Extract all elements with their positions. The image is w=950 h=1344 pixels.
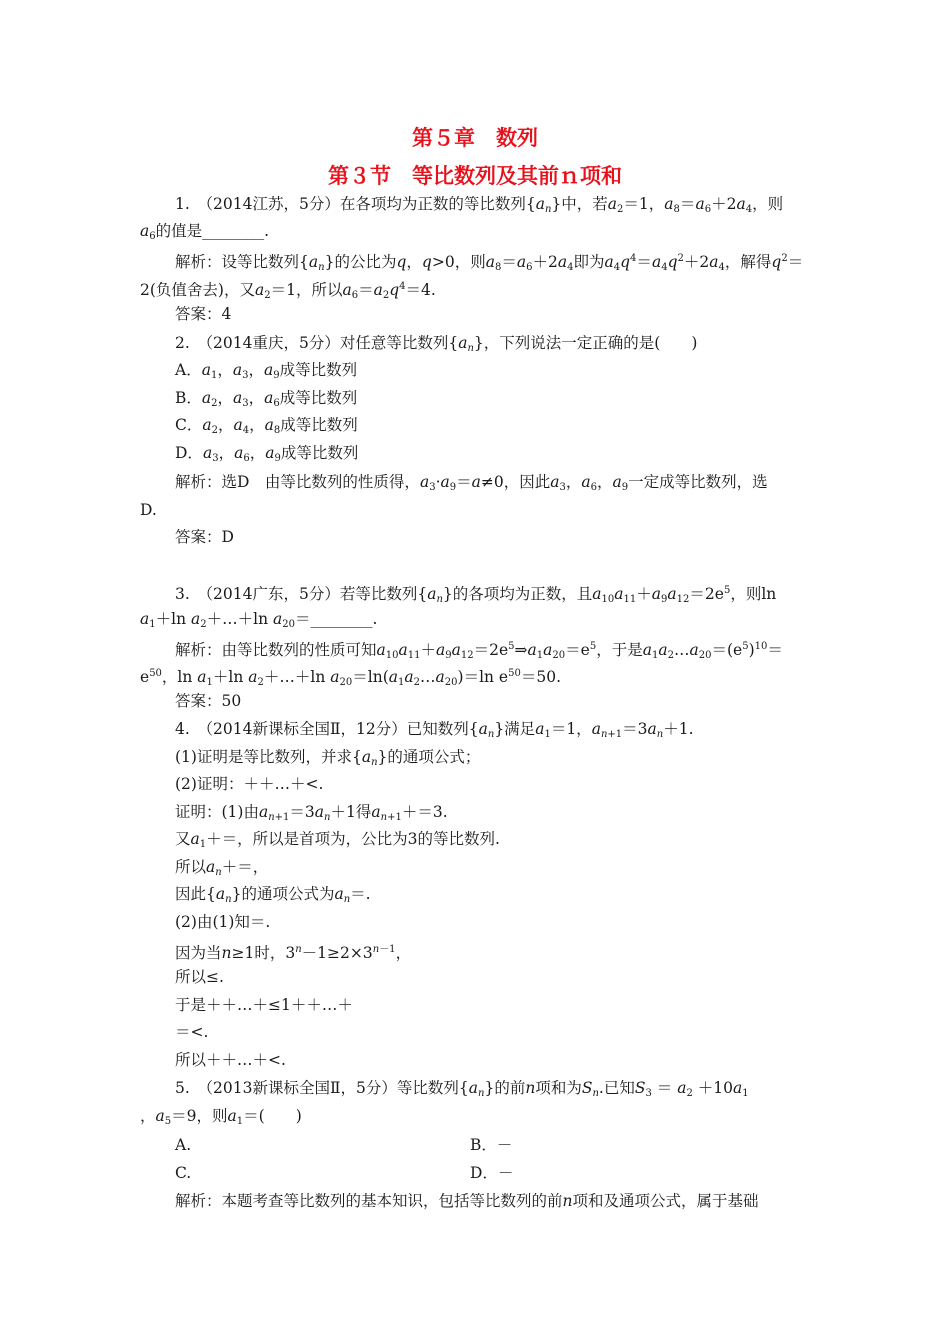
q4-part-1: (1)证明是等比数列，并求$\{a_n\}$的通项公式；	[175, 748, 481, 768]
q4-proof-6: 因为当n≥1时，$3^n-1\ge 2\times 3^{n-1}$，	[175, 944, 412, 962]
q5-stem-2: ，$a_5=9$，则$a_1=$( )	[140, 1107, 302, 1127]
q2-solution-2: D.	[140, 501, 157, 519]
q2-option-d: D．$a_3$，$a_6$，$a_9$成等比数列	[175, 444, 359, 464]
q4-part-2: (2)证明：＋＋…＋<.	[175, 775, 324, 793]
q3-stem-1: 3. （2014广东，5分）若等比数列$\{a_n\}$的各项均为正数，且$a_{10}a_{11}+a_9a_{12}=2e^5$，则ln	[175, 585, 777, 605]
q5-stem-1: 5. （2013新课标全国Ⅱ，5分）等比数列$\{a_n\}$的前n项和为$S_n$.已知$S_3 = a_2 +10a_1$	[175, 1079, 749, 1099]
q4-stem: 4. （2014新课标全国Ⅱ，12分）已知数列$\{a_n\}$满足$a_1=1$，$a_{n+1}=3a_n+1$.	[175, 720, 694, 740]
q4-proof-4: 因此$\{a_n\}$的通项公式为$a_n=$.	[175, 885, 371, 905]
q5-option-d: D．－	[470, 1164, 514, 1182]
q3-answer: 答案：50	[175, 692, 242, 710]
q4-proof-7: 所以≤.	[175, 968, 224, 986]
q1-line-2: $a_6$的值是________.	[140, 222, 270, 242]
q2-solution-1: 解析：选D 由等比数列的性质得，$a_3\cdot a_9=a\ne 0$，因此$a_3$，$a_6$，$a_9$一定成等比数列，选	[175, 473, 768, 493]
q3-solution-1: 解析：由等比数列的性质可知$a_{10}a_{11}+a_9a_{12}=2e^5\Rightarrow a_1a_{20}=e^5$，于是$a_1a_2\dots a_{20}=(e^5)^{10}=$	[175, 641, 783, 661]
q4-proof-1: 证明：(1)由$a_{n+1}=3a_n+1$得$a_{n+1}+=3$.	[175, 803, 448, 823]
q4-proof-2: 又$a_1+=$，所以是首项为，公比为3的等比数列.	[175, 830, 500, 850]
q3-solution-2: $e^{50}$，$\ln a_1+\ln$ $a_2+\dots+\ln$ $a_{20}=\ln(a_1a_2\dots a_{20})=\ln$ $e^{50}=50$.	[140, 668, 561, 688]
q4-proof-5: (2)由(1)知＝.	[175, 913, 271, 931]
q1-answer: 答案：4	[175, 305, 232, 323]
q4-proof-9: ＝<.	[175, 1023, 209, 1041]
q4-proof-3: 所以$a_n+=$，	[175, 858, 269, 878]
q2-stem: 2. （2014重庆，5分）对任意等比数列$\{a_n\}$，下列说法一定正确的是( )	[175, 334, 698, 354]
q4-proof-8: 于是＋＋…＋≤1＋＋…＋	[175, 996, 353, 1014]
q5-solution-1: 解析：本题考查等比数列的基本知识，包括等比数列的前n项和及通项公式，属于基础	[175, 1192, 759, 1210]
section-title: 第３节 等比数列及其前ｎ项和	[328, 164, 622, 188]
q5-option-c: C.	[175, 1164, 192, 1182]
q1-solution-1: 解析：设等比数列$\{a_n\}$的公比为q，q>0，则$a_8=a_6+2a_4$即为$a_4q^4=a_4q^2+2a_4$，解得$q^2=$	[175, 253, 804, 273]
q1-line-1: 1. （2014江苏，5分）在各项均为正数的等比数列$\{a_n\}$中，若$a_2=1$，$a_8=a_6+2a_4$，则	[175, 195, 784, 215]
q5-option-a: A.	[175, 1136, 192, 1154]
q2-option-a: A．$a_1$，$a_3$，$a_9$成等比数列	[175, 361, 358, 381]
q2-option-b: B．$a_2$，$a_3$，$a_6$成等比数列	[175, 389, 358, 409]
q2-option-c: C．$a_2$，$a_4$，$a_8$成等比数列	[175, 416, 358, 436]
q5-option-b: B．－	[470, 1136, 513, 1154]
chapter-title: 第５章 数列	[412, 126, 538, 150]
q3-stem-2: $a_1+\ln$ $a_2+\dots+\ln$ $a_{20}=\_\_\_\_\_\_\_\_$.	[140, 610, 378, 630]
q1-solution-2: 2(负值舍去)，又$a_2=1$，所以$a_6=a_2q^4=4$.	[140, 281, 436, 301]
q4-proof-10: 所以＋＋…＋<.	[175, 1051, 286, 1069]
q2-answer: 答案：D	[175, 528, 234, 546]
